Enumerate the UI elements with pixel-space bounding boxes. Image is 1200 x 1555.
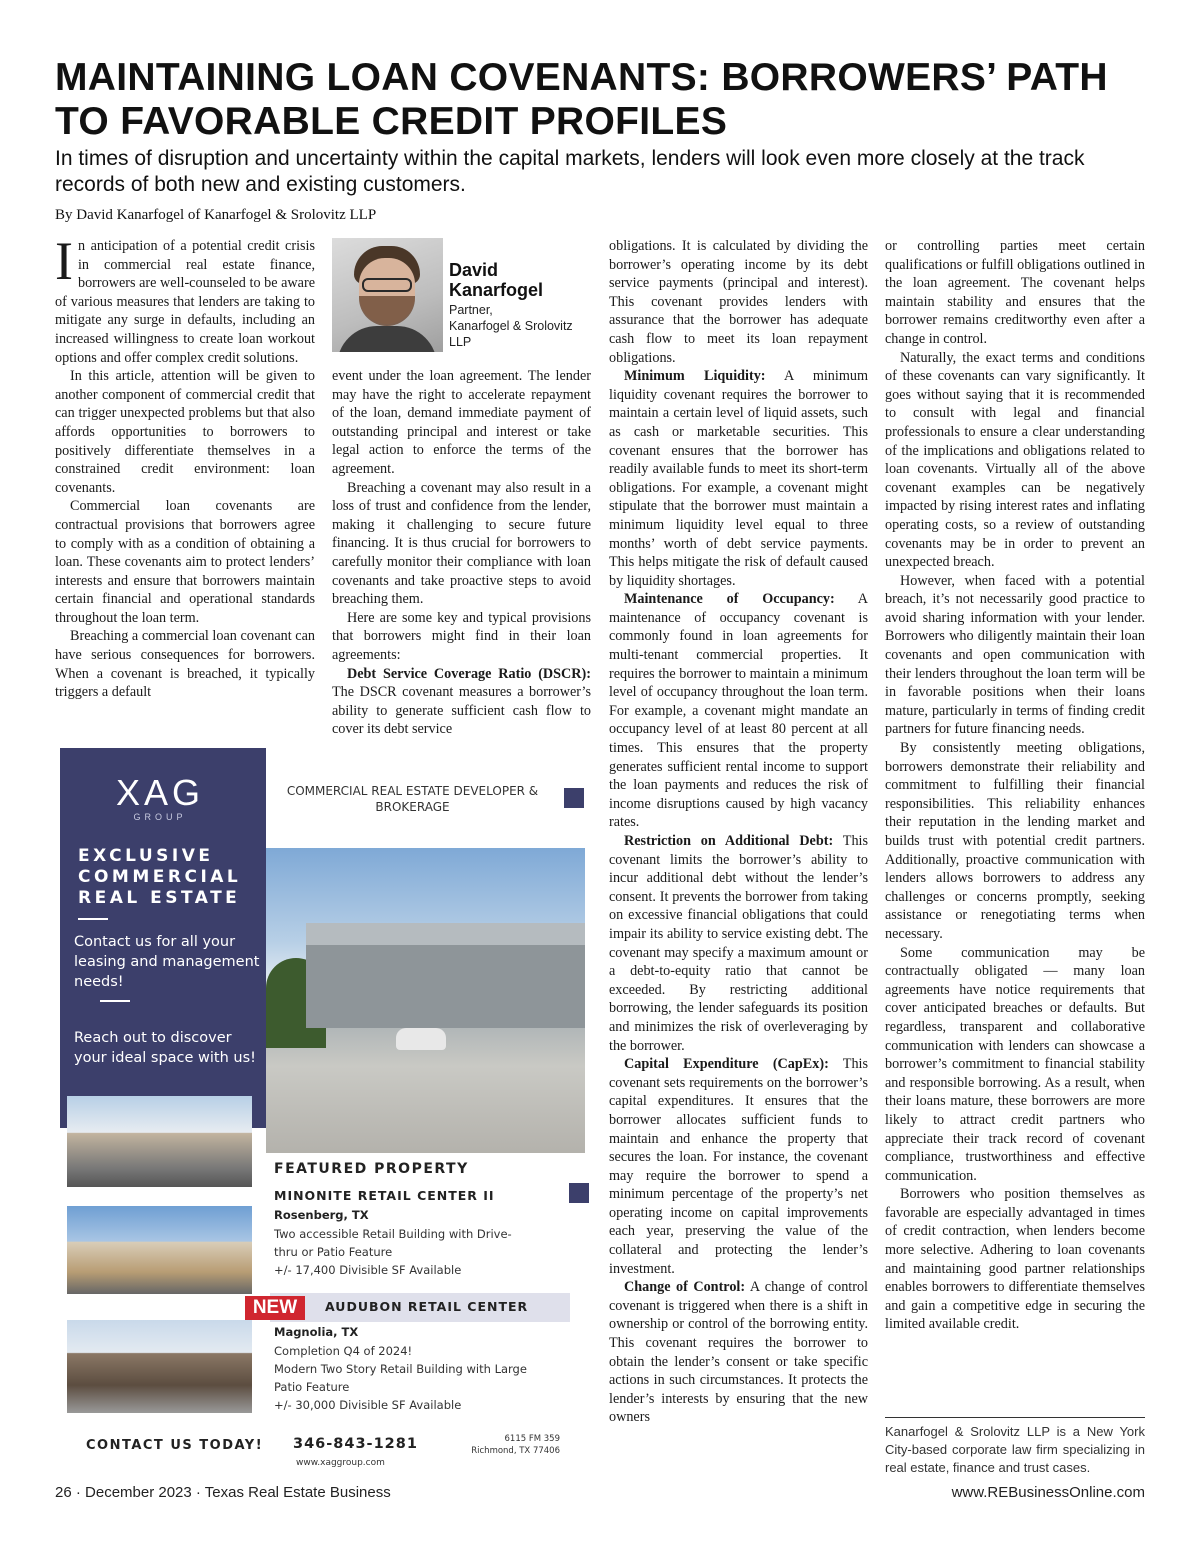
covenant-label: Capital Expenditure (CapEx): — [624, 1056, 829, 1073]
ad-address — [450, 1433, 560, 1457]
ad-address-line: Richmond, TX 77406 — [471, 1446, 560, 1456]
headline-line-2: TO FAVORABLE CREDIT PROFILES — [55, 100, 728, 143]
ad-contact-cta: CONTACT US TODAY! — [86, 1438, 264, 1453]
property-1-city: Rosenberg, TX — [274, 1208, 369, 1222]
property-1-size: +/- 17,400 Divisible SF Available — [274, 1263, 462, 1277]
body-column-1 — [55, 231, 315, 702]
paragraph-text: The DSCR covenant measures a borrower’s ability to generate sufficient cash flow to cover its debt service — [332, 684, 591, 738]
paragraph — [609, 590, 868, 832]
covenant-label: Minimum Liquidity: — [624, 368, 766, 385]
author-name-line: David — [449, 260, 499, 280]
author-name-line: Kanarfogel — [449, 280, 544, 300]
headline-line-1: MAINTAINING LOAN COVENANTS: BORROWERS’ PATH — [55, 56, 1108, 99]
paragraph: Breaching a commercial loan covenant can have serious consequences for borrowers. When a covenant is breached, it typically triggers a default — [55, 628, 315, 701]
paragraph-text: This covenant limits the borrower’s ability to incur additional debt without the lender’s consent. It prevents the borrower from taking on excessive financial obligations that could impair its ability to service existing debt. The covenant may specify a maximum amount or a debt-to-equity ratio that cannot be exceeded. By restricting additional borrowing, the lender safeguards its position and minimizes the risk of overleveraging by the borrower. — [609, 833, 868, 1054]
paragraph: Breaching a covenant may also result in a loss of trust and confidence from the lender, making it challenging to secure future financing. It is thus crucial for borrowers to carefully monitor their compliance with loan covenants and take proactive steps to avoid breaching them. — [332, 479, 591, 608]
covenant-label: Change of Control: — [624, 1279, 746, 1296]
covenant-label: Restriction on Additional Debt: — [624, 833, 834, 849]
ad-divider — [100, 1000, 130, 1002]
ad-header: COMMERCIAL REAL ESTATE DEVELOPER & BROKERAGE — [286, 784, 539, 814]
property-1-description: Two accessible Retail Building with Drive-thru or Patio Feature — [274, 1227, 512, 1259]
author-bio: Kanarfogel & Srolovitz LLP is a New York City-based corporate law firm specializing in real estate, finance and trust cases. — [885, 1424, 1145, 1475]
covenant-label: Debt Service Coverage Ratio (DSCR): — [347, 665, 591, 682]
paragraph: Some communication may be contractually obligated — many loan agreements have notice requirements that cover anticipated breaches or defaults. But regardless, transparent and collaborative communication with lenders can showcase a borrower’s commitment to financial stability and responsible borrowing. As a result, when their loans mature, these borrowers are more likely to attract credit partners who appreciate their track record of covenant compliance, trustworthiness and effective communication. — [885, 944, 1145, 1184]
xag-logo: XAG — [115, 772, 205, 813]
paragraph — [609, 1055, 868, 1278]
property-2-name: AUDUBON RETAIL CENTER — [325, 1299, 529, 1314]
ad-phone: 346-843-1281 — [293, 1436, 418, 1452]
paragraph: Commercial loan covenants are contractual provisions that borrowers agree to comply with as a condition of obtaining a loan. These covenants aim to protect lenders’ interests and ensure that borrowers maintain certain financial and operational standards throughout the loan term. — [55, 498, 315, 626]
property-thumbnail — [67, 1320, 252, 1413]
property-2-city: Magnolia, TX — [274, 1325, 359, 1339]
paragraph: obligations. It is calculated by dividing the borrower’s operating income by its debt service payments (principal and interest). This covenant provides lenders with assurance that the borrower has adequate cash flow to meet its loan repayment obligations. — [609, 238, 868, 366]
paragraph: However, when faced with a potential breach, it’s not necessarily good practice to avoid sharing information with your lender. Borrowers who diligently maintain their loan covenants and open communication with their lenders throughout the loan term will be in favorable positions when their loans mature, particularly in terms of finding credit partners for future financing needs. — [885, 572, 1145, 738]
paragraph: event under the loan agreement. The lender may have the right to accelerate repayment of the loan, demand immediate payment of outstanding principal and interest or take legal action to enforce the terms of the agreement. — [332, 368, 591, 477]
covenant-label: Maintenance of Occupancy: — [624, 591, 835, 608]
bio-divider — [885, 1417, 1145, 1418]
article-headline — [55, 56, 1155, 144]
xag-logo-subtitle: GROUP — [133, 812, 187, 822]
paragraph — [332, 665, 591, 739]
author-title — [449, 302, 591, 350]
property-2-completion: Completion Q4 of 2024! — [274, 1344, 413, 1358]
ad-website: www.xaggroup.com — [296, 1458, 385, 1468]
property-1-name: MINONITE RETAIL CENTER II — [274, 1188, 495, 1203]
property-thumbnail — [67, 1096, 252, 1187]
ad-divider — [78, 918, 108, 920]
paragraph: or controlling parties meet certain qualifications or fulfill obligations outlined in the loan agreement. The covenant helps maintain stability and ensures that the borrower remains creditworthy even after a change in control. — [885, 238, 1145, 347]
featured-property-photo — [266, 848, 585, 1160]
ad-address-line: 6115 FM 359 — [504, 1434, 560, 1444]
paragraph: Here are some key and typical provisions that borrowers might find in their loan agreements: — [332, 609, 591, 663]
page-footer-right: www.REBusinessOnline.com — [951, 1484, 1145, 1501]
ad-exclusive-heading: EXCLUSIVE COMMERCIAL REAL ESTATE — [78, 846, 242, 908]
ad-square-marker — [569, 1183, 589, 1203]
ad-contact-text: Contact us for all your leasing and management needs! — [74, 934, 260, 990]
body-column-4 — [885, 237, 1145, 1334]
body-column-3 — [609, 237, 868, 1427]
paragraph — [55, 231, 315, 367]
author-title-line: Kanarfogel & Srolovitz LLP — [449, 319, 573, 349]
paragraph — [609, 367, 868, 590]
paragraph — [609, 832, 868, 1055]
property-2-description: Modern Two Story Retail Building with Large Patio Feature — [274, 1362, 527, 1394]
article-dek: In times of disruption and uncertainty within the capital markets, lenders will look even more closely at the track records of both new and existing customers. — [55, 147, 1085, 196]
paragraph — [609, 1278, 868, 1427]
paragraph-text: This covenant sets requirements on the borrower’s capital expenditures. It ensures that the borrower allocates sufficient funds to maintain and enhance the property that secures the loan. For instance, the covenant may require the borrower to spend a minimum percentage of the property’s net operating income on capital improvements each year, preserving the value of the collateral and protecting the lender’s investment. — [609, 1056, 869, 1277]
paragraph: By consistently meeting obligations, borrowers demonstrate their reliability and commitment to fulfilling their financial responsibilities. This reliability enhances their reputation in the lending market and builds trust with potential credit partners. Additionally, proactive communication with lenders allows borrowers to address any challenges or concerns promptly, seeking assistance or renegotiating terms when necessary. — [885, 740, 1145, 942]
paragraph-text: A minimum liquidity covenant requires the borrower to maintain a certain level of liquid assets, such as cash or marketable securities. This covenant ensures that the borrower has readily available funds to meet its short-term obligations. For example, a covenant might stipulate that the borrower must maintain a minimum liquidity level equal to three months’ worth of debt service payments. This helps mitigate the risk of default caused by liquidity shortages. — [609, 368, 868, 589]
xag-advertisement — [55, 748, 591, 1468]
body-column-2 — [332, 367, 591, 739]
author-name — [449, 260, 543, 300]
paragraph-text: A maintenance of occupancy covenant is commonly found in loan agreements for multi-tenant commercial properties. It requires the borrower to maintain a minimum level of occupancy throughout the loan term. For example, a covenant might mandate an occupancy level of at least 80 percent at all times. This ensures that the property generates sufficient rental income to support the loan payments and reduces the risk of income disruptions caused by high vacancy rates. — [609, 591, 868, 831]
paragraph-text: A change of control covenant is triggered when there is a shift in ownership or control of the borrowing entity. This covenant requires the borrower to obtain the lender’s consent or take specific actions in such circumstances. It protects the lender’s interests by ensuring that the new owners — [609, 1279, 868, 1426]
ad-square-marker — [564, 788, 584, 808]
property-2-size: +/- 30,000 Divisible SF Available — [274, 1398, 462, 1412]
ad-reach-text: Reach out to discover your ideal space with us! — [74, 1030, 256, 1066]
new-badge: NEW — [245, 1296, 305, 1320]
property-thumbnail — [67, 1206, 252, 1294]
paragraph: Naturally, the exact terms and conditions of these covenants can vary significantly. It goes without saying that it is recommended to consult with legal and financial professionals to ensure a clear understanding of the implications and obligations related to loan covenants. Virtually all of the above covenant examples can be negatively impacted by rising interest rates and inflating operating costs, so a review of outstanding covenants may be in order to prevent an unexpected breach. — [885, 349, 1145, 571]
author-photo — [332, 238, 443, 352]
paragraph: In this article, attention will be given to another component of commercial credit that can trigger unexpected problems but that also affords opportunities to borrowers to positively differentiate themselves in a constrained credit environment: loan covenants. — [55, 368, 315, 496]
paragraph-text: n anticipation of a potential credit crisis in commercial real estate finance, borrowers are well-counseled to be aware of various measures that lenders are taking to mitigate any surge in defaults, including an increased willingness to create loan workout options and offer complex credit solutions. — [55, 238, 315, 366]
featured-property-label: FEATURED PROPERTY — [274, 1161, 469, 1177]
author-title-line: Partner, — [449, 303, 493, 317]
paragraph: Borrowers who position themselves as favorable are especially advantaged in times of credit contraction, when lenders become more selective. Adhering to loan covenants and maintaining good partner relationships enables borrowers to differentiate themselves and gain a competitive edge in securing the limited available credit. — [885, 1186, 1145, 1333]
author-headshot-box — [332, 238, 591, 352]
ad-side-panel — [60, 748, 266, 1128]
drop-cap: I — [55, 231, 73, 291]
article-byline: By David Kanarfogel of Kanarfogel & Srolovitz LLP — [55, 207, 377, 223]
page-footer-left: 26 · December 2023 · Texas Real Estate Business — [55, 1484, 391, 1501]
